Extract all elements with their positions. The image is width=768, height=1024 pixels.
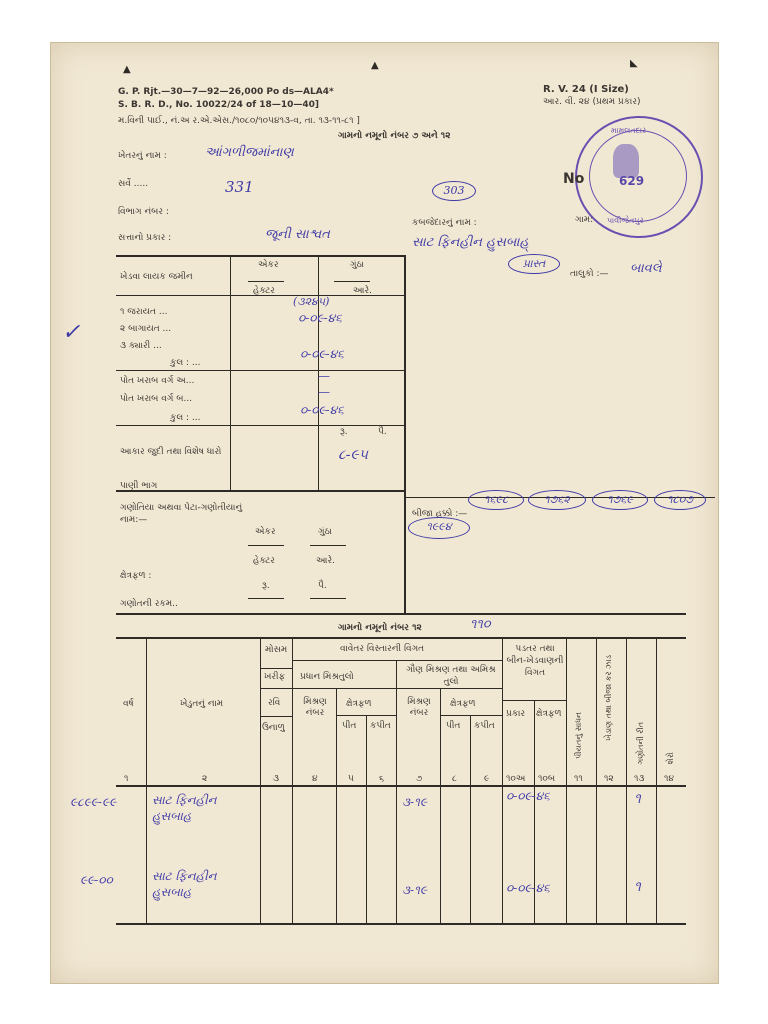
col-number: ૨	[202, 774, 208, 784]
crop-detail-header: વાવેતર વિસ્તારની વિગત	[340, 644, 425, 654]
col-number: ૫	[348, 774, 354, 784]
seal-text-top: મામલતદાર	[611, 126, 647, 135]
col-number: ૩	[273, 774, 279, 784]
sbd-line: S. B. R. D., No. 10022/24 of 18—10—40]	[118, 100, 319, 110]
rule	[502, 700, 566, 701]
hectare-header: હેક્ટર	[253, 286, 275, 296]
row-value: —	[318, 369, 330, 383]
rule	[310, 545, 346, 546]
rs-header: રૂ.	[340, 427, 348, 437]
dry-header: કપીત	[370, 721, 391, 731]
row-value: ૦-૦૯-૪૬	[298, 311, 342, 325]
taluka-value: બાવલે	[630, 261, 662, 276]
col-number: ૭	[416, 774, 423, 784]
rights-entry: ૧૭૬૯	[592, 490, 648, 510]
rights-entry: ૧૭૬૨	[528, 490, 586, 510]
col-number: ૬	[379, 774, 385, 784]
form12-title: ગામનો નમૂનો નંબર ૧૨	[338, 623, 422, 633]
col-number: ૪	[312, 774, 318, 784]
tenure-value: જૂની સાશ્વત	[265, 227, 330, 242]
section-rule	[116, 613, 686, 615]
sub-guntha: ગુંઠા	[318, 527, 333, 537]
village-label: ગામ:	[575, 215, 594, 225]
gp-line: G. P. Rjt.—30—7—92—26,000 Po ds—ALA4*	[118, 87, 334, 97]
row-value: —	[318, 385, 330, 399]
entry-col13: ૧	[634, 879, 641, 895]
year-header: વર્ષ	[123, 699, 134, 709]
rule	[260, 716, 292, 717]
seal-number: 629	[619, 174, 645, 188]
punch-mark: ▲	[371, 60, 379, 71]
cultivation-header: ખેડાણ તથા બીજા કર ઝાડ	[604, 655, 613, 741]
rent-label: ગણોતની રકમ..	[120, 599, 178, 609]
col-rule	[440, 688, 441, 923]
col-rule	[656, 637, 657, 923]
taluka-label: તાલુકો :—	[570, 269, 609, 279]
irrigated-header: પીત	[342, 721, 357, 731]
no-label: No	[563, 171, 585, 187]
col-rule	[260, 637, 261, 923]
emblem-icon	[613, 144, 639, 178]
col-number: ૧૨	[604, 774, 614, 784]
rule	[248, 545, 284, 546]
rights-entry: ૧૯૯૪	[408, 517, 470, 539]
col-rule	[396, 660, 397, 923]
area-header-2: ક્ષેત્રફળ	[450, 699, 476, 709]
col-rule	[336, 688, 337, 923]
fallow-header: પડતર તથા બીન-ખેડવાણની વિગત	[506, 644, 564, 678]
rule	[260, 688, 502, 689]
field-name-value: આંગળીજમાંનાણ	[205, 145, 294, 160]
farmer-header: ખેડુતનું નામ	[180, 699, 224, 709]
irrigated-header-2: પીત	[446, 721, 461, 731]
col-number: ૧૩	[634, 774, 645, 784]
col-number: ૯	[484, 774, 490, 784]
check-mark: ✓	[62, 320, 81, 345]
rv-gujarati: આર. વી. ૨૪ (પ્રથમ પ્રકાર)	[543, 97, 641, 107]
punch-mark: ▲	[123, 64, 131, 75]
col-number: ૧	[124, 774, 129, 784]
cultivable-land-label: ખેડવા લાયક જમીન	[120, 272, 193, 282]
rv-line: R. V. 24 (I Size)	[543, 84, 629, 95]
main-mixed-header: પ્રધાન મિશ્રતુલો	[300, 672, 354, 682]
rule	[440, 715, 502, 716]
rabi-header: રવિ	[268, 698, 281, 708]
row-value: ૦-૦૯-૪૬	[300, 347, 344, 361]
survey-circled: 303	[432, 181, 476, 201]
row-label: પોત ખરાબ વર્ગ બ...	[120, 394, 193, 404]
table-rule	[116, 255, 404, 257]
col-rule	[292, 637, 293, 923]
bracket-value: (૩૨૪૫)	[293, 295, 330, 308]
col-number: ૧૧	[574, 774, 583, 784]
col-rule	[566, 637, 567, 923]
occupant-value: સાટ ફિનહીન હુસબાહ્	[412, 235, 529, 250]
are-header: આરે.	[353, 286, 372, 296]
col-number: ૧૦અ	[506, 774, 526, 784]
type-header: પ્રકાર	[506, 709, 526, 719]
entry-farmer: સાટ ફિનહીન હુસબાહ	[152, 793, 217, 823]
col-rule	[626, 637, 627, 923]
rule	[292, 660, 502, 661]
rent-method-header: ગણોતની રીત	[636, 722, 645, 765]
sub-tenant-label: ગણોતિયા અથવા પેટા-ગણોતીયાનું નામ:—	[120, 503, 243, 525]
irrigation-source-header: પીયતનું સાધન	[574, 712, 583, 760]
area-label: ક્ષેત્રફળ :	[120, 571, 152, 581]
rule	[334, 281, 370, 282]
guntha-header: ગુંઠા	[350, 260, 365, 270]
table-rule	[116, 370, 404, 371]
remarks-header: શેરો	[666, 752, 675, 765]
entry-farmer: સાટ ફિનહીન હુસબાહ	[152, 869, 217, 899]
survey-value: 331	[225, 178, 254, 196]
dry-header-2: કપીત	[474, 721, 495, 731]
row-label: ૩ ક્યારી ...	[120, 341, 162, 351]
kharif-header: ખરીફ	[264, 672, 286, 682]
rule	[260, 668, 292, 669]
area-header: ક્ષેત્રફળ	[346, 699, 372, 709]
punch-mark: ◣	[630, 58, 638, 69]
secondary-header: ગૌણ મિશ્રણ તથા અમિશ્ર તુલો	[406, 665, 496, 687]
entry-col13: ૧	[634, 791, 641, 807]
area-header-3: ક્ષેત્રફળ	[536, 709, 562, 719]
occupant-extra: પ્રાસ્ત	[508, 254, 560, 274]
rule	[248, 281, 284, 282]
col-number: ૧૪	[664, 774, 674, 784]
sub-rs: રૂ.	[262, 581, 270, 591]
rest-label: પાણી ભાગ	[120, 481, 158, 491]
entry-year: ૯૯-૦૦	[80, 873, 113, 887]
col-rule	[596, 637, 597, 923]
mixing-no-header: મિશ્રણ નંબર	[303, 697, 327, 718]
table-rule	[116, 490, 404, 492]
table-bottom-border	[116, 923, 686, 925]
row-label: ૧ જરાયત ...	[120, 307, 168, 317]
rights-entry: ૧૬૯૮	[468, 490, 524, 510]
table-rule	[116, 425, 404, 426]
row-label: કુલ : ...	[170, 413, 201, 423]
rule	[248, 598, 284, 599]
sub-hectare: હેક્ટર	[253, 556, 275, 566]
entry-code: ૩-૧૯	[402, 883, 428, 897]
entry-code: ૩-૧૯	[402, 795, 428, 809]
table-rule	[230, 255, 231, 490]
unalu-header: ઉનાળુ	[262, 723, 285, 733]
seal-text-bottom: પાવીજેતપુર	[607, 216, 644, 225]
mixing-no-header-2: મિશ્રણ નંબર	[407, 697, 431, 718]
rule	[310, 598, 346, 599]
survey-label: સર્વે .....	[118, 179, 149, 189]
form12-title-extra: ૧૧૦	[470, 617, 491, 632]
field-name-label: ખેતરનું નામ :	[118, 151, 167, 161]
entry-area: ૦-૦૯-૪૬	[506, 789, 550, 803]
sub-acre: એકર	[255, 527, 276, 537]
tenure-label: સત્તાનો પ્રકાર :	[118, 233, 172, 243]
acre-header: એકર	[258, 260, 279, 270]
row-value: ૦-૦૯-૪૬	[300, 403, 344, 417]
assessment-label: આકાર જુદી તથા વિશેષ ધારો	[120, 447, 222, 457]
rights-entry: ૧૮૦૭	[654, 490, 706, 510]
row-label: પોત ખરાબ વર્ગ અ...	[120, 376, 195, 386]
occupant-label: કબજેદારનું નામ :	[412, 218, 477, 228]
paise-header: પૈ.	[378, 427, 387, 437]
division-label: વિભાગ નંબર :	[118, 207, 169, 217]
table-top-border	[116, 637, 686, 639]
center-divider	[404, 255, 406, 613]
col-rule	[502, 637, 503, 923]
official-seal	[575, 116, 703, 238]
gujarati-reference: મ.વિની પાઈ., નં.અ ર.એ.એસ./૧૦૮૦/૧૦૫૪૧૩-વ, તા. ૧૩-૧૧-૮૧ ]	[118, 116, 360, 126]
sub-paise: પૈ.	[318, 581, 327, 591]
other-rights-label: બીજા હક્કો :—	[412, 509, 468, 519]
row-label: ૨ બાગાયત ...	[120, 324, 172, 334]
entry-year: ૯૮૯૯-૯૯	[70, 795, 117, 809]
sub-are: આરે.	[316, 556, 335, 566]
col-rule	[470, 715, 471, 923]
col-rule	[146, 637, 147, 923]
row-label: કુલ : ...	[170, 358, 201, 368]
col-rule	[366, 715, 367, 923]
col-number: ૧૦બ	[538, 774, 556, 784]
season-header: મોસમ	[265, 645, 288, 655]
header-bottom-border	[116, 785, 686, 787]
assessment-value: ૮-૯૫	[338, 447, 368, 463]
rule	[336, 715, 396, 716]
col-number: ૮	[452, 774, 457, 784]
form-title: ગામનો નમૂનો નંબર ૭ અને ૧૨	[338, 131, 451, 141]
entry-area: ૦-૦૯-૪૬	[506, 881, 550, 895]
